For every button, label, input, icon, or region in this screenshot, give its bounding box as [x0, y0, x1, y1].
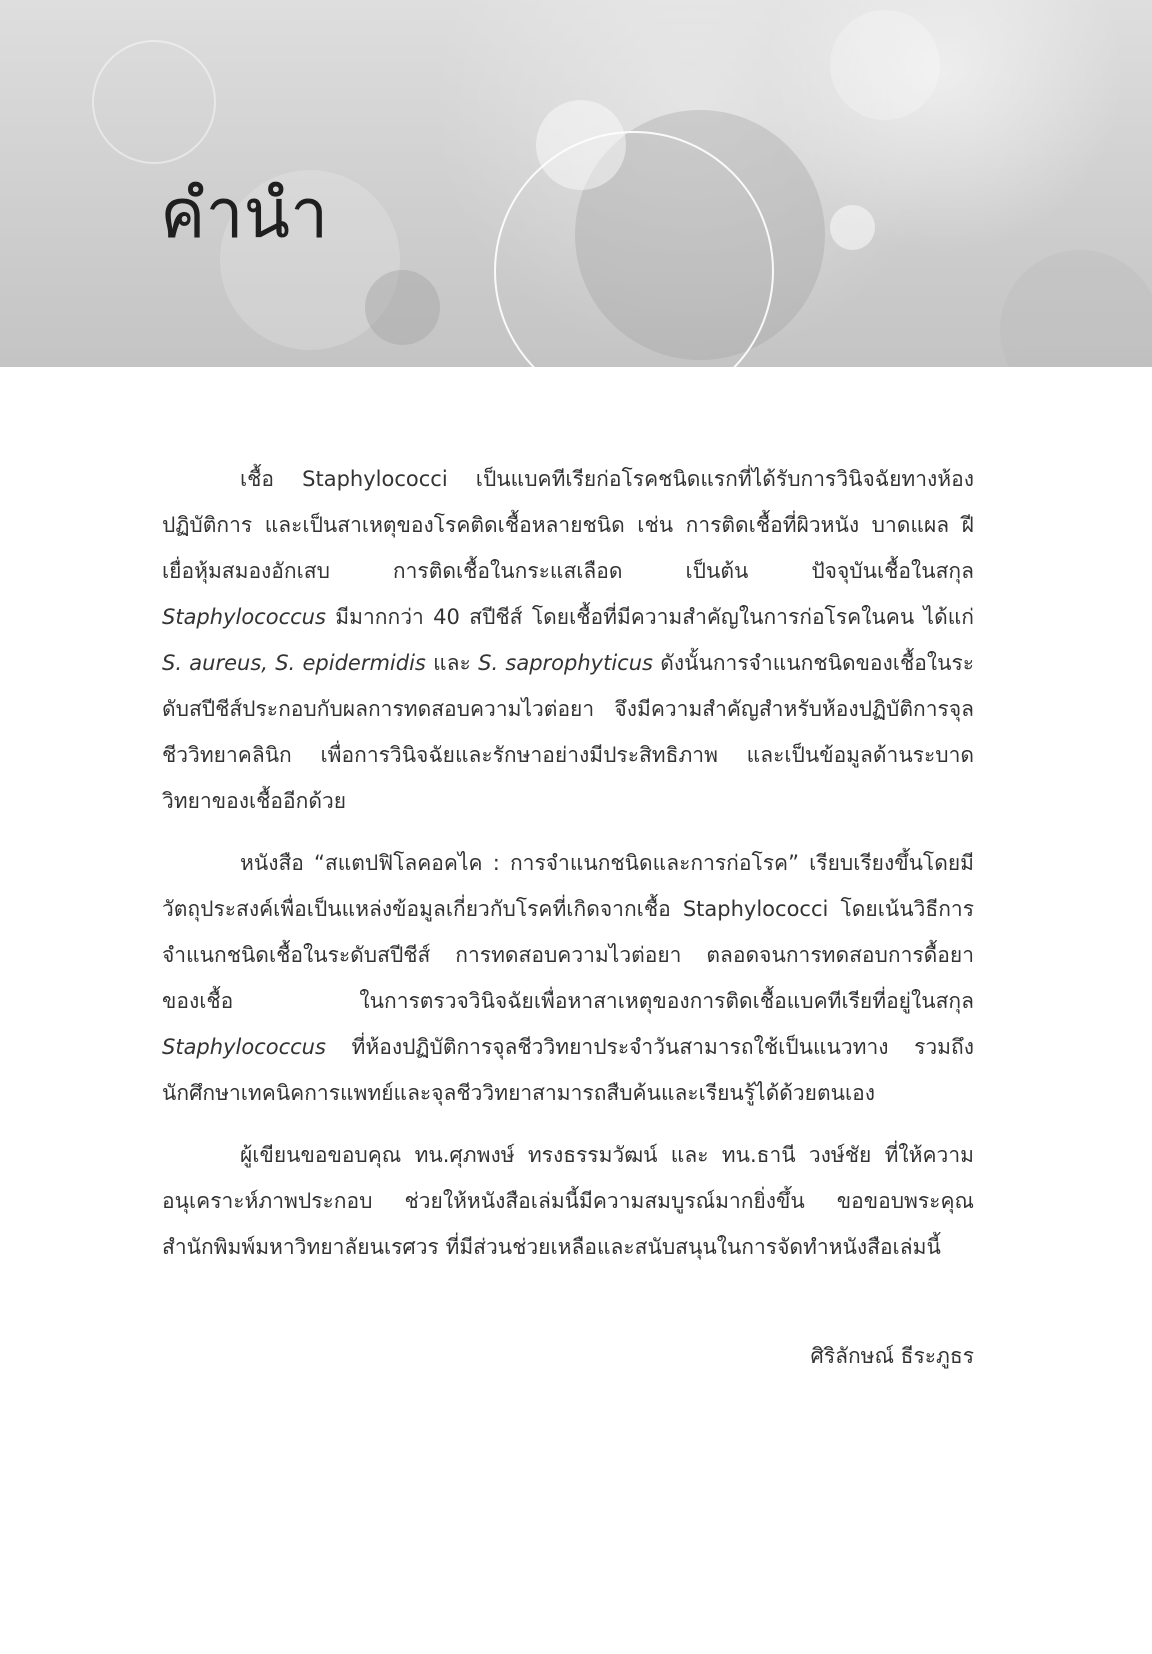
header-banner: [0, 0, 1152, 367]
text-run-italic: S. saprophyticus: [478, 651, 653, 675]
text-run: มีมากกว่า 40 สปีชีส์ โดยเชื้อที่มีความสำคัญในการก่อโรคในคน ได้แก่: [325, 605, 974, 629]
page-title: คำนำ: [160, 175, 329, 254]
paragraph-intro: [162, 456, 974, 824]
text-run: และ: [425, 651, 479, 675]
text-run: ดังนั้นการจำแนกชนิดของเชื้อในระดับสปีชีส์ประกอบกับผลการทดสอบความไวต่อยา จึงมีความสำคัญสำหรับห้องปฏิบัติการจุลชีววิทยาคลินิก เพื่อการวินิจฉัยและรักษาอย่างมีประสิทธิภาพ และเป็นข้อมูลด้านระบาดวิทยาของเชื้ออีกด้วย: [162, 651, 975, 813]
paragraph-purpose: [162, 840, 974, 1116]
author-signature: ศิริลักษณ์ ธีระภูธร: [810, 1344, 974, 1368]
text-run-italic: Staphylococcus: [162, 1035, 326, 1059]
decorative-bokeh: [830, 10, 940, 120]
document-body: [162, 456, 974, 1286]
decorative-bokeh: [365, 270, 440, 345]
decorative-bokeh: [1000, 250, 1152, 367]
text-run-italic: S. aureus, S. epidermidis: [162, 651, 426, 675]
paragraph-acknowledgement: [162, 1132, 974, 1270]
text-run: ที่ห้องปฏิบัติการจุลชีววิทยาประจำวันสามารถใช้เป็นแนวทาง รวมถึงนักศึกษาเทคนิคการแพทย์และจุลชีววิทยาสามารถสืบค้นและเรียนรู้ได้ด้วยตนเอง: [162, 1035, 974, 1105]
text-run-italic: Staphylococcus: [162, 605, 326, 629]
text-run: ผู้เขียนขอขอบคุณ ทน.ศุภพงษ์ ทรงธรรมวัฒน์ และ ทน.ธานี วงษ์ชัย ที่ให้ความอนุเคราะห์ภาพประกอบ ช่วยให้หนังสือเล่มนี้มีความสมบูรณ์มากยิ่งขึ้น ขอขอบพระคุณสำนักพิมพ์มหาวิทยาลัยนเรศวร ที่มีส่วนช่วยเหลือและสนับสนุนในการจัดทำหนังสือเล่มนี้: [162, 1143, 974, 1259]
text-run: หนังสือ “สแตปฟิโลคอคไค : การจำแนกชนิดและการก่อโรค” เรียบเรียงขึ้นโดยมีวัตถุประสงค์เพื่อเป็นแหล่งข้อมูลเกี่ยวกับโรคที่เกิดจากเชื้อ Staphylococci โดยเน้นวิธีการจำแนกชนิดเชื้อในระดับสปีชีส์ การทดสอบความไวต่อยา ตลอดจนการทดสอบการดื้อยาของเชื้อ ในการตรวจวินิจฉัยเพื่อหาสาเหตุของการติดเชื้อแบคทีเรียที่อยู่ในสกุล: [162, 851, 974, 1013]
text-run: เชื้อ Staphylococci เป็นแบคทีเรียก่อโรคชนิดแรกที่ได้รับการวินิจฉัยทางห้องปฏิบัติการ และเป็นสาเหตุของโรคติดเชื้อหลายชนิด เช่น การติดเชื้อที่ผิวหนัง บาดแผล ฝี เยื่อหุ้มสมองอักเสบ การติดเชื้อในกระแสเลือด เป็นต้น ปัจจุบันเชื้อในสกุล: [162, 467, 974, 583]
decorative-bokeh: [830, 205, 875, 250]
decorative-bokeh: [92, 40, 216, 164]
